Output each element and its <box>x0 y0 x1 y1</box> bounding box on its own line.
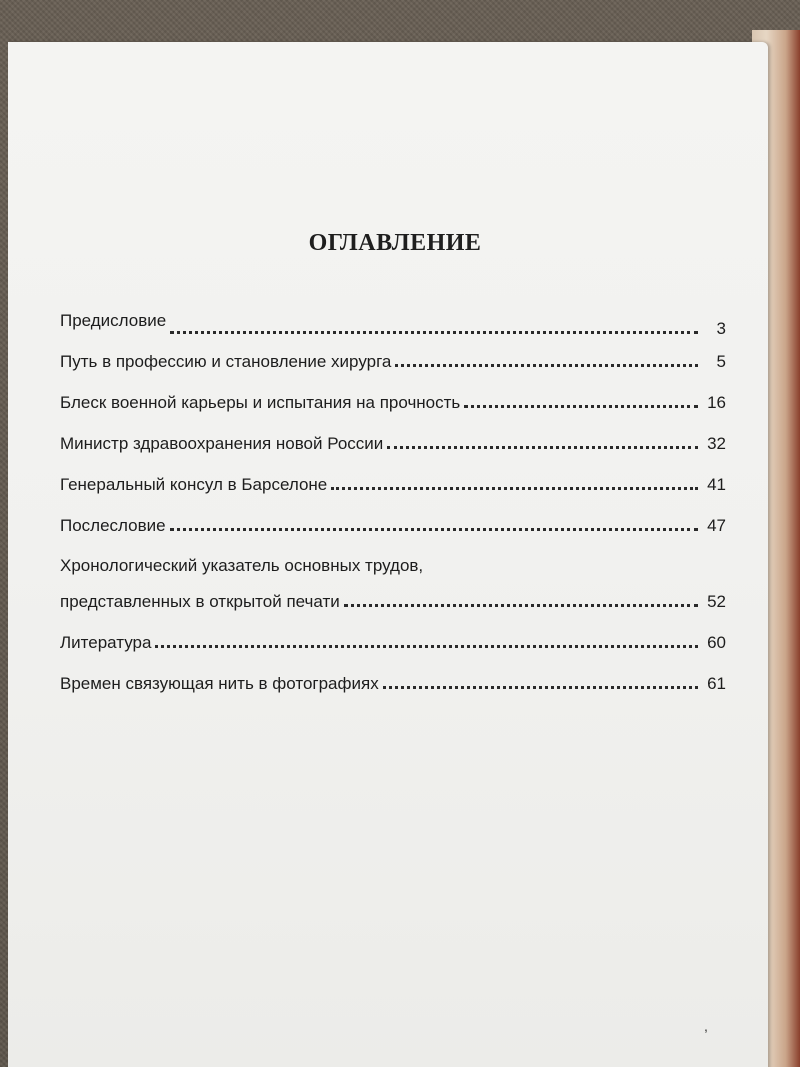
toc-entry-title: Путь в профессию и становление хирурга <box>60 352 392 371</box>
page-mark: , <box>704 1018 708 1034</box>
toc-entry <box>60 576 726 612</box>
dot-leader <box>170 528 698 531</box>
dot-leader <box>155 645 698 648</box>
toc-entry-title: Блеск военной карьеры и испытания на прочность <box>60 393 461 412</box>
toc-heading: ОГЛАВЛЕНИЕ <box>308 230 482 256</box>
dot-leader <box>383 686 698 689</box>
dot-leader <box>170 331 698 334</box>
toc-entry-page: 41 <box>707 475 726 494</box>
toc-entry-page: 61 <box>707 674 726 693</box>
dot-leader <box>344 604 698 607</box>
toc-entry <box>60 495 726 536</box>
dot-leader <box>387 446 698 449</box>
dot-leader <box>395 364 698 367</box>
toc-entry-page: 3 <box>716 319 726 338</box>
toc-entry <box>60 413 726 454</box>
toc-entry-title: Предисловие <box>60 311 167 330</box>
toc-entry-title: Генеральный консул в Барселоне <box>60 475 328 494</box>
toc-entry-title: Времен связующая нить в фотографиях <box>60 674 379 693</box>
toc-entry-title: Министр здравоохранения новой России <box>60 434 384 453</box>
toc-entry-page: 60 <box>707 633 726 652</box>
toc-entry-title: Литература <box>60 633 152 652</box>
toc-entry <box>60 454 726 495</box>
toc-entry-page: 52 <box>707 592 726 611</box>
toc-entry-title: представленных в открытой печати <box>60 592 340 611</box>
toc-entry <box>60 653 726 694</box>
toc-entry-page: 32 <box>707 434 726 453</box>
toc-entry <box>60 290 726 338</box>
dot-leader <box>331 487 698 490</box>
toc-entry-first-line <box>60 536 726 576</box>
toc-entry-title: Послесловие <box>60 516 166 535</box>
toc-entry-page: 47 <box>707 516 726 535</box>
toc-entry <box>60 612 726 653</box>
toc-entry-title-line: Хронологический указатель основных трудов, <box>60 556 424 575</box>
table-of-contents <box>60 290 726 694</box>
toc-entry-page: 5 <box>716 352 726 371</box>
toc-entry-page: 16 <box>707 393 726 412</box>
toc-entry <box>60 372 726 413</box>
toc-entry <box>60 331 726 372</box>
dot-leader <box>464 405 698 408</box>
